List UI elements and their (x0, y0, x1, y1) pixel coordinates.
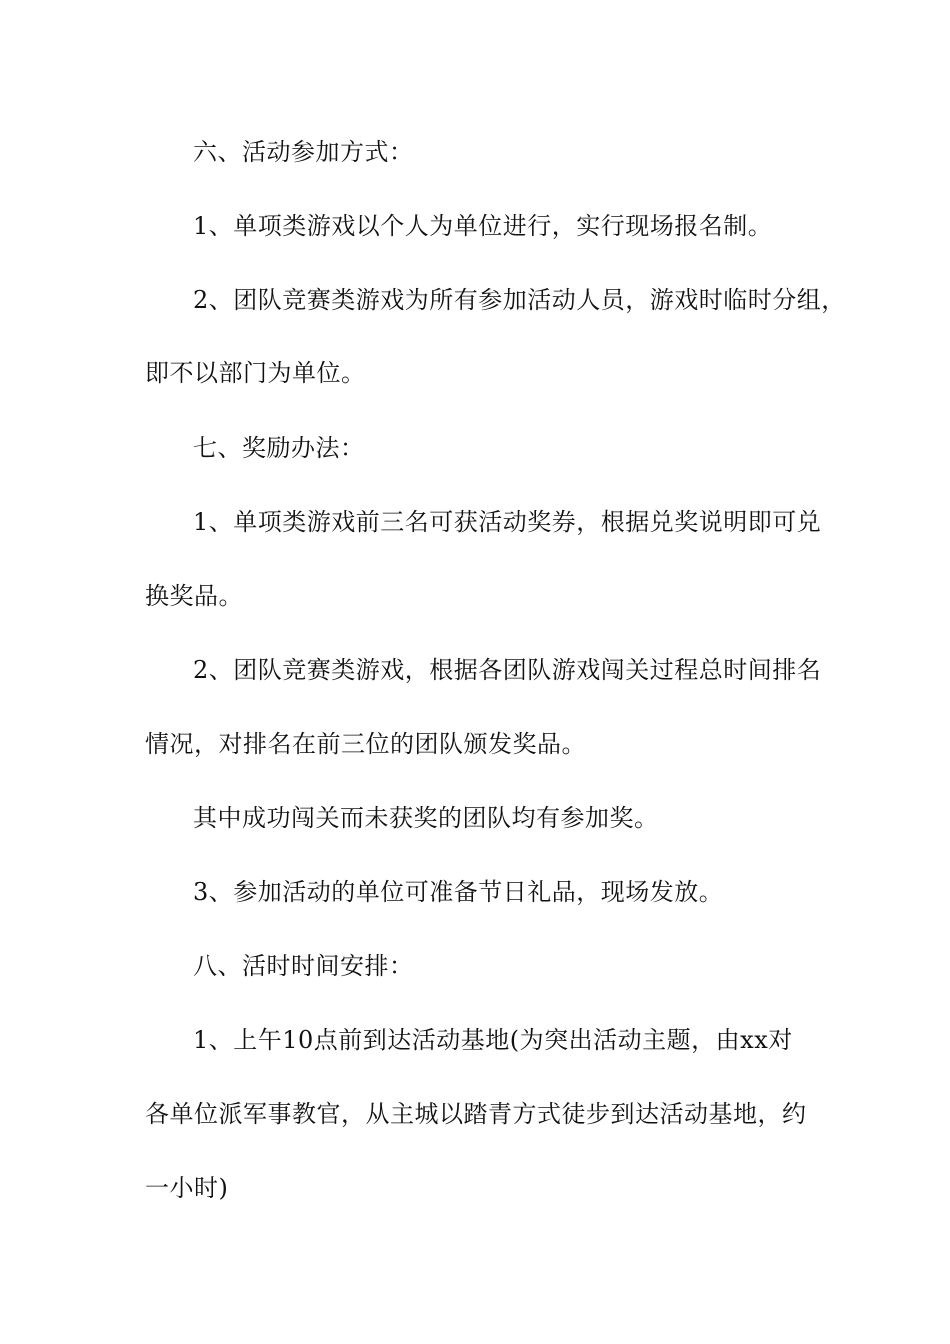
paragraph-line: 1、上午10点前到达活动基地(为突出活动主题，由xx对 (193, 1026, 793, 1054)
paragraph-line-continuation: 换奖品。 (145, 582, 243, 610)
paragraph-line-continuation: 即不以部门为单位。 (145, 359, 366, 387)
section-heading-seven: 七、奖励办法： (193, 434, 365, 462)
paragraph-line-continuation: 各单位派军事教官，从主城以踏青方式徒步到达活动基地，约 (145, 1100, 807, 1128)
paragraph-line-continuation: 情况，对排名在前三位的团队颁发奖品。 (145, 730, 586, 758)
paragraph-line: 2、团队竞赛类游戏，根据各团队游戏闯关过程总时间排名 (193, 656, 822, 684)
paragraph-line: 1、单项类游戏前三名可获活动奖券，根据兑奖说明即可兑 (193, 508, 822, 536)
paragraph-line: 2、团队竞赛类游戏为所有参加活动人员，游戏时临时分组， (193, 286, 846, 314)
paragraph-line-continuation: 一小时) (145, 1174, 229, 1202)
paragraph-line: 1、单项类游戏以个人为单位进行，实行现场报名制。 (193, 212, 773, 240)
paragraph-line: 其中成功闯关而未获奖的团队均有参加奖。 (193, 804, 659, 832)
section-heading-six: 六、活动参加方式： (193, 138, 414, 166)
section-heading-eight: 八、活时时间安排： (193, 952, 414, 980)
paragraph-line: 3、参加活动的单位可准备节日礼品，现场发放。 (193, 878, 724, 906)
